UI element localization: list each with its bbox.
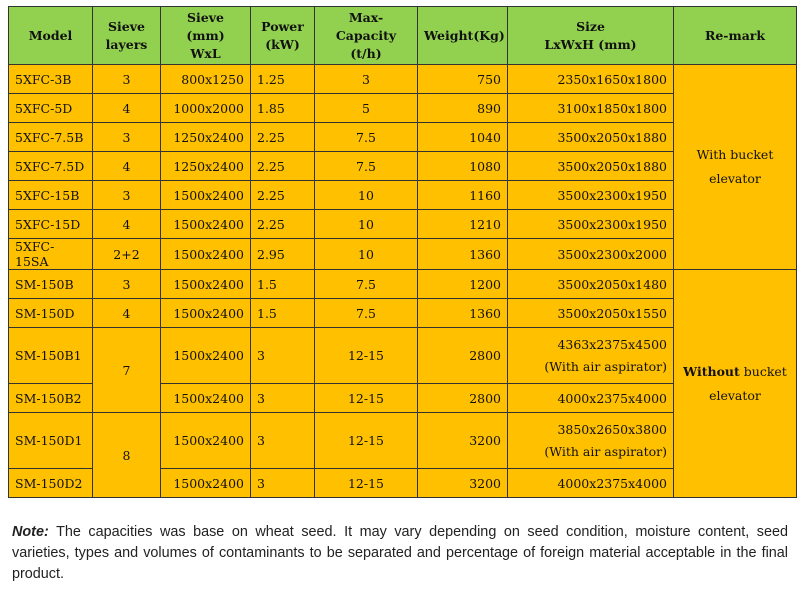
size-note: (With air aspirator) xyxy=(544,358,667,374)
cell-weight: 3200 xyxy=(418,413,508,469)
cell-sieve: 1500x2400 xyxy=(161,469,251,498)
spec-table-container xyxy=(8,6,796,498)
cell-weight: 750 xyxy=(418,65,508,94)
cell-model: 5XFC-15D xyxy=(9,210,93,239)
header-capacity: Max-Capacity (t/h) xyxy=(315,7,418,65)
cell-power: 3 xyxy=(251,328,315,384)
cell-model: 5XFC-15B xyxy=(9,181,93,210)
cell-layers: 4 xyxy=(93,210,161,239)
footnote xyxy=(12,522,788,585)
cell-sieve: 1000x2000 xyxy=(161,94,251,123)
cell-weight: 1360 xyxy=(418,299,508,328)
cell-size: 3500x2300x1950 xyxy=(508,210,674,239)
cell-model: SM-150B1 xyxy=(9,328,93,384)
cell-power: 3 xyxy=(251,413,315,469)
cell-power: 1.25 xyxy=(251,65,315,94)
cell-model: SM-150D1 xyxy=(9,413,93,469)
header-model: Model xyxy=(9,7,93,65)
cell-size: 3500x2050x1880 xyxy=(508,123,674,152)
cell-weight: 1080 xyxy=(418,152,508,181)
cell-capacity: 7.5 xyxy=(315,123,418,152)
cell-sieve: 1250x2400 xyxy=(161,152,251,181)
cell-power: 2.25 xyxy=(251,181,315,210)
cell-size: 3500x2050x1550 xyxy=(508,299,674,328)
cell-model: SM-150D xyxy=(9,299,93,328)
cell-model: SM-150D2 xyxy=(9,469,93,498)
cell-sieve: 1500x2400 xyxy=(161,328,251,384)
cell-weight: 2800 xyxy=(418,384,508,413)
cell-capacity: 12-15 xyxy=(315,384,418,413)
cell-layers: 8 xyxy=(93,413,161,498)
cell-layers: 3 xyxy=(93,181,161,210)
cell-size: 3500x2050x1880 xyxy=(508,152,674,181)
header-power: Power (kW) xyxy=(251,7,315,65)
spec-table xyxy=(8,6,797,498)
cell-model: SM-150B2 xyxy=(9,384,93,413)
cell-capacity: 7.5 xyxy=(315,299,418,328)
cell-size: 3500x2050x1480 xyxy=(508,270,674,299)
header-size: Size LxWxH (mm) xyxy=(508,7,674,65)
cell-size: 4363x2375x4500 (With air aspirator) xyxy=(508,328,674,384)
cell-weight: 1360 xyxy=(418,239,508,270)
cell-weight: 1040 xyxy=(418,123,508,152)
cell-capacity: 10 xyxy=(315,239,418,270)
cell-layers: 4 xyxy=(93,152,161,181)
size-note: (With air aspirator) xyxy=(544,443,667,459)
cell-capacity: 7.5 xyxy=(315,152,418,181)
cell-capacity: 5 xyxy=(315,94,418,123)
cell-weight: 1210 xyxy=(418,210,508,239)
cell-size: 3850x2650x3800 (With air aspirator) xyxy=(508,413,674,469)
remark-with-bucket-elevator: With bucket elevator xyxy=(674,65,797,270)
remark-without-bucket-elevator: Without bucket elevator xyxy=(674,270,797,498)
cell-capacity: 10 xyxy=(315,210,418,239)
cell-size: 4000x2375x4000 xyxy=(508,469,674,498)
cell-sieve: 1500x2400 xyxy=(161,210,251,239)
cell-model: 5XFC-5D xyxy=(9,94,93,123)
cell-model: 5XFC-7.5B xyxy=(9,123,93,152)
header-remark: Re-mark xyxy=(674,7,797,65)
cell-power: 1.5 xyxy=(251,299,315,328)
cell-size: 2350x1650x1800 xyxy=(508,65,674,94)
cell-sieve: 1500x2400 xyxy=(161,270,251,299)
cell-sieve: 1500x2400 xyxy=(161,413,251,469)
cell-capacity: 12-15 xyxy=(315,328,418,384)
cell-layers: 7 xyxy=(93,328,161,413)
cell-model: 5XFC-7.5D xyxy=(9,152,93,181)
cell-size: 3100x1850x1800 xyxy=(508,94,674,123)
cell-power: 2.25 xyxy=(251,123,315,152)
note-text: The capacities was base on wheat seed. It may vary depending on seed condition, moisture content, seed varieties, types and volumes of contaminants to be separated and percentage of foreign material acceptable in the final product. xyxy=(12,524,788,582)
cell-power: 2.25 xyxy=(251,152,315,181)
cell-layers: 2+2 xyxy=(93,239,161,270)
cell-power: 3 xyxy=(251,469,315,498)
cell-model: 5XFC-3B xyxy=(9,65,93,94)
header-sieve-layers: Sieve layers xyxy=(93,7,161,65)
cell-model: 5XFC-15SA xyxy=(9,239,93,270)
cell-model: SM-150B xyxy=(9,270,93,299)
cell-capacity: 3 xyxy=(315,65,418,94)
cell-sieve: 1250x2400 xyxy=(161,123,251,152)
cell-power: 1.85 xyxy=(251,94,315,123)
cell-power: 2.95 xyxy=(251,239,315,270)
cell-capacity: 12-15 xyxy=(315,413,418,469)
cell-sieve: 1500x2400 xyxy=(161,239,251,270)
note-label: Note: xyxy=(12,524,49,540)
cell-layers: 3 xyxy=(93,270,161,299)
header-row xyxy=(9,7,797,65)
cell-weight: 890 xyxy=(418,94,508,123)
header-weight: Weight(Kg) xyxy=(418,7,508,65)
cell-power: 3 xyxy=(251,384,315,413)
cell-size: 4000x2375x4000 xyxy=(508,384,674,413)
cell-layers: 3 xyxy=(93,123,161,152)
table-row xyxy=(9,270,797,299)
cell-weight: 3200 xyxy=(418,469,508,498)
cell-power: 1.5 xyxy=(251,270,315,299)
cell-weight: 2800 xyxy=(418,328,508,384)
header-sieve-size: Sieve (mm) WxL xyxy=(161,7,251,65)
cell-weight: 1160 xyxy=(418,181,508,210)
cell-capacity: 12-15 xyxy=(315,469,418,498)
cell-layers: 4 xyxy=(93,299,161,328)
cell-layers: 4 xyxy=(93,94,161,123)
cell-size: 3500x2300x1950 xyxy=(508,181,674,210)
cell-layers: 3 xyxy=(93,65,161,94)
cell-sieve: 800x1250 xyxy=(161,65,251,94)
cell-sieve: 1500x2400 xyxy=(161,299,251,328)
table-row xyxy=(9,65,797,94)
cell-sieve: 1500x2400 xyxy=(161,181,251,210)
cell-capacity: 7.5 xyxy=(315,270,418,299)
cell-weight: 1200 xyxy=(418,270,508,299)
cell-capacity: 10 xyxy=(315,181,418,210)
cell-power: 2.25 xyxy=(251,210,315,239)
cell-size: 3500x2300x2000 xyxy=(508,239,674,270)
cell-sieve: 1500x2400 xyxy=(161,384,251,413)
